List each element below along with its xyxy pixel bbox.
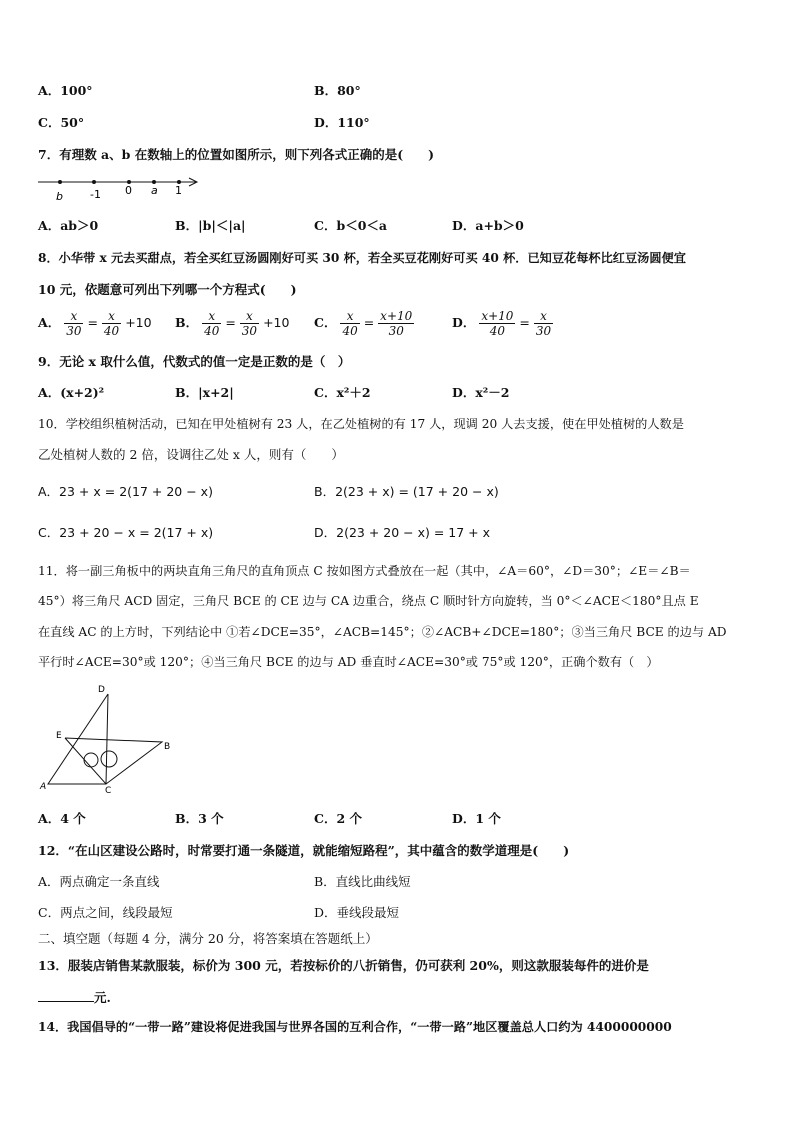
q9-stem: 9．无论 x 取什么值，代数式的值一定是正数的是（ ） bbox=[38, 354, 351, 369]
answer-blank[interactable] bbox=[38, 1001, 94, 1002]
q10-stem-line2: 乙处植树人数的 2 倍，设调往乙处 x 人，则有（ ） bbox=[38, 447, 344, 462]
number-line-figure bbox=[36, 170, 206, 204]
equals-sign: = bbox=[225, 315, 236, 330]
figure-label-D: D bbox=[98, 685, 105, 695]
q9-option-a: A．(x+2)² bbox=[38, 385, 105, 400]
q13-answer-line bbox=[38, 989, 111, 1007]
figure-label-B: B bbox=[164, 742, 171, 752]
q12-stem: 12．“在山区建设公路时，时常要打通一条隧道，就能缩短路程”，其中蕴含的数学道理是( ) bbox=[38, 843, 570, 858]
q10-option-d: D．2(23 + 20 − x) = 17 + x bbox=[314, 525, 491, 540]
q9-option-c: C．x²＋2 bbox=[314, 385, 371, 400]
axis-label-b: b bbox=[56, 190, 63, 203]
q8-option-b-label: B． bbox=[175, 315, 199, 330]
axis-label-0: 0 bbox=[125, 184, 132, 197]
frac-denominator: 40 bbox=[342, 324, 358, 338]
q8-option-a-label: A． bbox=[38, 315, 61, 330]
q11-stem-line1: 11．将一副三角板中的两块直角三角尺的直角顶点 C 按如图方式叠放在一起（其中，∠A＝60°，∠D＝30°；∠E＝∠B＝ bbox=[38, 564, 691, 578]
frac-numerator: x+10 bbox=[380, 309, 413, 323]
axis-label-neg1: -1 bbox=[90, 188, 101, 201]
q12-option-a: A．两点确定一条直线 bbox=[38, 874, 160, 889]
frac-numerator: x+10 bbox=[481, 309, 514, 323]
q6-option-a: A．100° bbox=[38, 83, 93, 98]
triangle-figure bbox=[38, 680, 178, 795]
frac-denominator: 30 bbox=[241, 324, 258, 338]
frac-numerator: x bbox=[202, 309, 221, 324]
q11-stem-line2: 45°）将三角尺 ACD 固定，三角尺 BCE 的 CE 边与 CA 边重合，绕点 C 顺时针方向旋转，当 0°＜∠ACE＜180°且点 E bbox=[38, 594, 699, 608]
q6-option-b: B．80° bbox=[314, 83, 361, 98]
q11-option-d: D．1 个 bbox=[452, 811, 501, 826]
frac-numerator: x bbox=[240, 309, 259, 324]
q8-option-d bbox=[452, 309, 553, 338]
q8-stem-line1: 8．小华带 x 元去买甜点，若全买红豆汤圆刚好可买 30 杯，若全买豆花刚好可买 40 杯．已知豆花每杯比红豆汤圆便宜 bbox=[38, 251, 686, 265]
q7-option-b: B．|b|＜|a| bbox=[175, 218, 246, 233]
frac-numerator: x bbox=[534, 309, 553, 324]
q6-option-c: C．50° bbox=[38, 115, 85, 130]
axis-label-1: 1 bbox=[175, 184, 182, 197]
q12-option-b: B．直线比曲线短 bbox=[314, 874, 411, 889]
q11-stem-line3: 在直线 AC 的上方时，下列结论中 ①若∠DCE=35°，∠ACB=145°；②∠ACB+∠DCE=180°；③当三角尺 BCE 的边与 AD bbox=[38, 625, 727, 639]
frac-denominator: 30 bbox=[388, 324, 404, 338]
q7-option-d: D．a+b＞0 bbox=[452, 218, 524, 233]
frac-denominator: 40 bbox=[489, 324, 506, 338]
figure-label-A: A bbox=[40, 782, 47, 792]
q8-stem-line2: 10 元，依题意可列出下列哪一个方程式( ) bbox=[38, 282, 297, 297]
q11-option-b: B．3 个 bbox=[175, 811, 224, 826]
q11-stem-line4: 平行时∠ACE=30°或 120°；④当三角尺 BCE 的边与 AD 垂直时∠ACE=30°或 75°或 120°，正确个数有（ ） bbox=[38, 655, 659, 669]
q12-option-d: D．垂线段最短 bbox=[314, 905, 400, 920]
q10-option-a: A．23 + x = 2(17 + 20 − x) bbox=[38, 484, 213, 499]
q11-option-a: A．4 个 bbox=[38, 811, 86, 826]
frac-denominator: 40 bbox=[103, 324, 120, 338]
q12-option-c: C．两点之间，线段最短 bbox=[38, 905, 173, 920]
q8-option-c-label: C． bbox=[314, 315, 337, 330]
frac-numerator: x bbox=[102, 309, 121, 324]
q8-option-c bbox=[314, 309, 414, 338]
equals-sign: = bbox=[519, 315, 530, 330]
q14-stem: 14．我国倡导的“一带一路”建设将促进我国与世界各国的互利合作，“一带一路”地区覆盖总人口约为 4400000000 bbox=[38, 1020, 672, 1034]
equation-tail: +10 bbox=[263, 315, 290, 330]
equals-sign: = bbox=[87, 315, 98, 330]
frac-numerator: x bbox=[340, 309, 359, 324]
q7-stem: 7．有理数 a、b 在数轴上的位置如图所示，则下列各式正确的是( ) bbox=[38, 147, 435, 162]
frac-numerator: x bbox=[64, 309, 83, 324]
q9-option-d: D．x²－2 bbox=[452, 385, 510, 400]
q10-option-c: C．23 + 20 − x = 2(17 + x) bbox=[38, 525, 214, 540]
q8-option-d-label: D． bbox=[452, 315, 476, 330]
q11-option-c: C．2 个 bbox=[314, 811, 362, 826]
frac-denominator: 30 bbox=[66, 324, 82, 338]
q8-option-a bbox=[38, 309, 152, 338]
equation-tail: +10 bbox=[125, 315, 152, 330]
q7-option-a: A．ab＞0 bbox=[38, 218, 99, 233]
figure-label-E: E bbox=[56, 731, 62, 741]
q10-option-b: B．2(23 + x) = (17 + 20 − x) bbox=[314, 484, 499, 499]
q13-stem: 13．服装店销售某款服装，标价为 300 元，若按标价的八折销售，仍可获利 20%，则这款服装每件的进价是 bbox=[38, 958, 649, 973]
frac-denominator: 30 bbox=[535, 324, 552, 338]
equals-sign: = bbox=[363, 315, 375, 330]
q7-option-c: C．b＜0＜a bbox=[314, 218, 387, 233]
section-heading: 二、填空题（每题 4 分，满分 20 分，将答案填在答题纸上） bbox=[38, 931, 378, 946]
q8-option-b bbox=[175, 309, 289, 338]
frac-denominator: 40 bbox=[204, 324, 220, 338]
q9-option-b: B．|x+2| bbox=[175, 385, 234, 400]
axis-label-a: a bbox=[151, 184, 158, 197]
figure-label-C: C bbox=[105, 786, 112, 795]
q10-stem-line1: 10．学校组织植树活动，已知在甲处植树有 23 人，在乙处植树的有 17 人，现调 20 人去支援，使在甲处植树的人数是 bbox=[38, 417, 684, 431]
q13-unit: 元. bbox=[94, 990, 111, 1005]
q6-option-d: D．110° bbox=[314, 115, 370, 130]
